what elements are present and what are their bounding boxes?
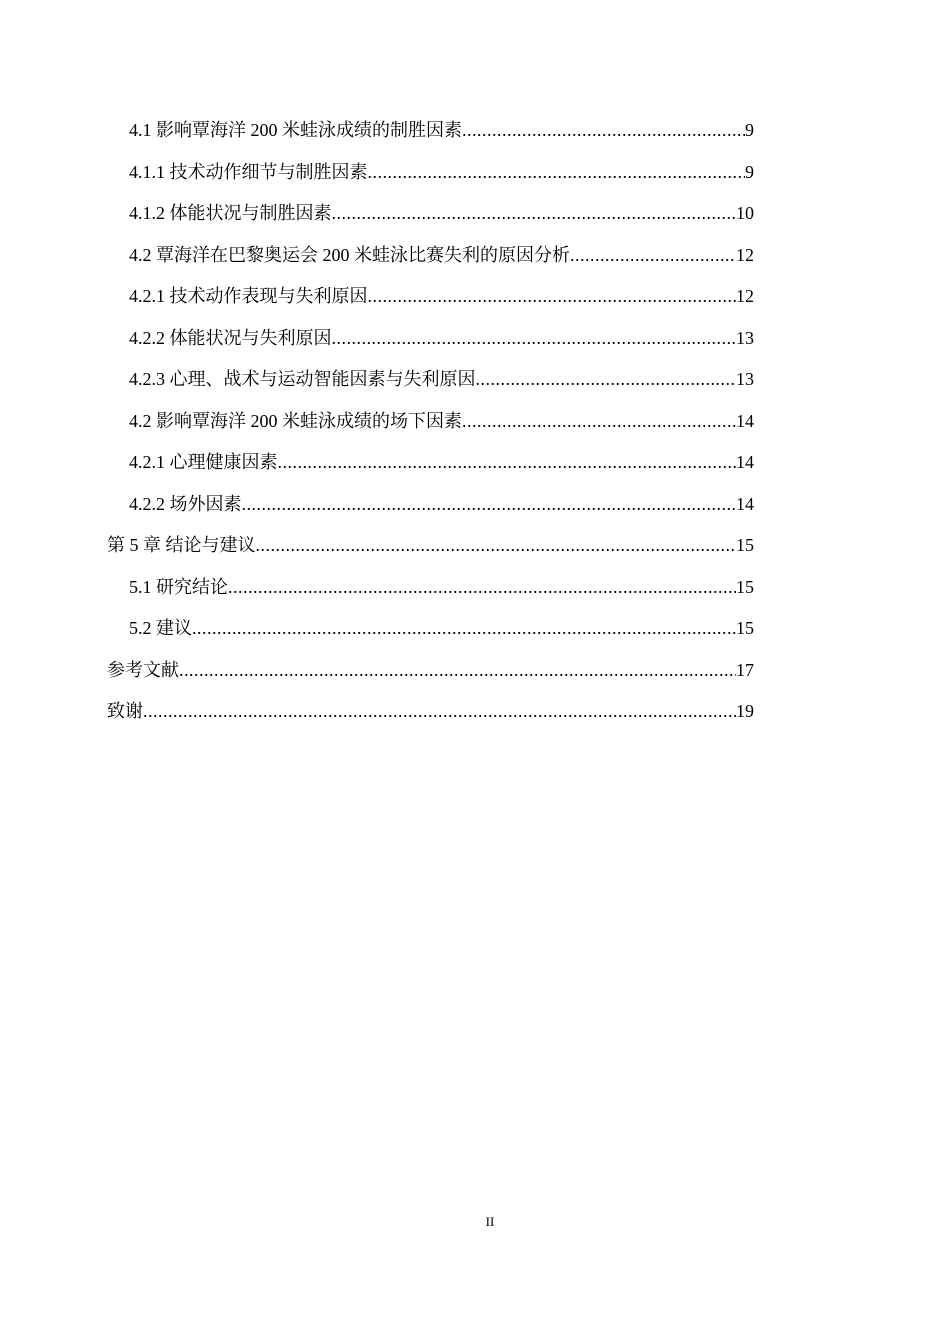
toc-leader-dots	[332, 324, 737, 352]
toc-leader-dots	[368, 282, 737, 310]
toc-entry-title: 4.2 覃海洋在巴黎奥运会 200 米蛙泳比赛失利的原因分析	[129, 244, 570, 265]
toc-entry-page: 9	[745, 120, 754, 140]
toc-leader-dots	[332, 199, 737, 227]
toc-entry-page: 9	[745, 161, 754, 182]
toc-entry[interactable]	[107, 656, 754, 698]
table-of-contents	[107, 116, 754, 739]
toc-leader-dots	[368, 158, 746, 186]
toc-entry-title: 4.2.2 体能状况与失利原因	[129, 327, 332, 348]
toc-entry-page: 13	[736, 369, 754, 389]
toc-entry-title: 致谢	[107, 701, 143, 721]
toc-leader-dots	[228, 573, 736, 601]
toc-entry-title: 第 5 章 结论与建议	[107, 535, 256, 555]
toc-entry-title: 4.2.1 技术动作表现与失利原因	[129, 286, 368, 306]
toc-entry[interactable]	[107, 158, 754, 200]
toc-entry[interactable]	[107, 614, 754, 656]
toc-entry[interactable]	[107, 324, 754, 366]
toc-entry-page: 13	[736, 327, 754, 348]
toc-entry-page: 12	[736, 244, 754, 265]
toc-entry-page: 17	[736, 659, 754, 680]
toc-entry-page: 19	[736, 701, 754, 721]
toc-entry-page: 14	[736, 452, 754, 472]
toc-leader-dots	[242, 490, 737, 518]
toc-entry-title: 4.1.1 技术动作细节与制胜因素	[129, 161, 368, 182]
toc-entry-title: 4.2.2 场外因素	[129, 493, 242, 514]
toc-leader-dots	[570, 241, 736, 269]
toc-leader-dots	[462, 116, 745, 144]
toc-leader-dots	[192, 614, 736, 642]
toc-entry-title: 4.2.1 心理健康因素	[129, 452, 278, 472]
toc-entry-title: 4.2.3 心理、战术与运动智能因素与失利原因	[129, 369, 476, 389]
toc-leader-dots	[278, 448, 737, 476]
toc-entry-page: 10	[736, 203, 754, 223]
toc-entry-title: 参考文献	[107, 659, 179, 680]
toc-entry[interactable]	[107, 199, 754, 241]
toc-entry[interactable]	[107, 697, 754, 739]
toc-entry-title: 5.2 建议	[129, 618, 192, 638]
toc-entry-page: 15	[736, 618, 754, 638]
toc-entry[interactable]	[107, 531, 754, 573]
toc-leader-dots	[256, 531, 737, 559]
toc-entry[interactable]	[107, 282, 754, 324]
toc-entry-page: 15	[736, 576, 754, 597]
toc-leader-dots	[476, 365, 737, 393]
toc-leader-dots	[143, 697, 736, 725]
toc-entry-page: 15	[736, 535, 754, 555]
toc-entry[interactable]	[107, 490, 754, 532]
toc-entry[interactable]	[107, 116, 754, 158]
toc-entry-page: 12	[736, 286, 754, 306]
toc-entry[interactable]	[107, 448, 754, 490]
toc-entry-title: 4.1.2 体能状况与制胜因素	[129, 203, 332, 223]
toc-entry-title: 5.1 研究结论	[129, 576, 228, 597]
toc-entry[interactable]	[107, 241, 754, 283]
toc-entry-page: 14	[736, 410, 754, 431]
toc-entry-title: 4.2 影响覃海洋 200 米蛙泳成绩的场下因素	[129, 410, 462, 431]
toc-leader-dots	[462, 407, 736, 435]
toc-entry[interactable]	[107, 365, 754, 407]
toc-entry[interactable]	[107, 573, 754, 615]
toc-leader-dots	[179, 656, 736, 684]
toc-entry-page: 14	[736, 493, 754, 514]
toc-entry[interactable]	[107, 407, 754, 449]
page-number: II	[485, 1214, 495, 1229]
toc-entry-title: 4.1 影响覃海洋 200 米蛙泳成绩的制胜因素	[129, 120, 462, 140]
